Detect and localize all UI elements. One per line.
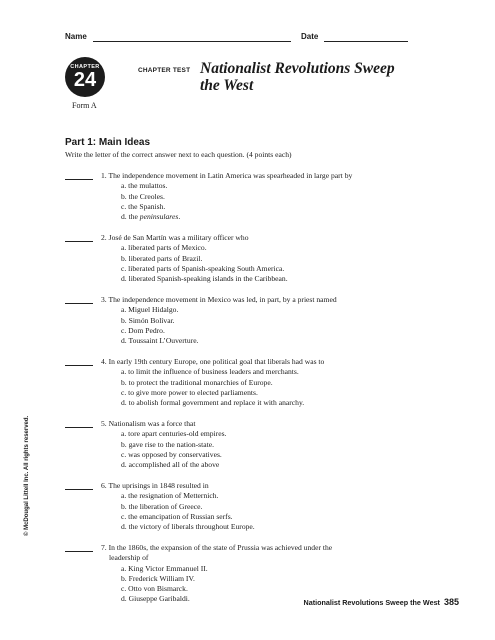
question-number: 4. — [101, 356, 107, 366]
answer-option: a. the resignation of Metternich. — [121, 491, 219, 501]
answer-option: b. the Creoles. — [121, 191, 165, 201]
question-text: Nationalism was a force that — [108, 418, 196, 428]
name-label: Name — [65, 32, 87, 41]
question-item — [65, 543, 445, 605]
page-number: 385 — [443, 597, 459, 607]
answer-option: d. the peninsulares. — [121, 212, 181, 222]
answer-option: d. Toussaint L’Ouverture. — [121, 336, 199, 346]
answer-option: a. tore apart centuries-old empires. — [121, 429, 227, 439]
question-number: 1. — [101, 171, 107, 180]
question-stem — [65, 171, 445, 181]
chapter-test-label: CHAPTER TEST — [138, 67, 191, 74]
question-text-continued: leadership of — [109, 553, 149, 563]
page-title: Nationalist Revolutions Sweep the West — [200, 60, 395, 94]
answer-option: b. Frederick William IV. — [121, 573, 195, 583]
question-item — [65, 357, 445, 408]
question-text: The uprisings in 1848 resulted in — [108, 480, 209, 490]
date-label: Date — [301, 32, 319, 41]
question-item — [65, 295, 445, 346]
part-heading: Part 1: Main Ideas — [65, 137, 151, 148]
answer-option: d. the victory of liberals throughout Europe. — [121, 522, 255, 532]
answer-option: d. liberated Spanish-speaking islands in the Caribbean. — [121, 274, 288, 284]
answer-option: a. the mulattos. — [121, 181, 168, 191]
answer-option: d. accomplished all of the above — [121, 460, 220, 470]
answer-option: b. liberated parts of Brazil. — [121, 253, 203, 263]
question-number: 7. — [101, 542, 107, 552]
question-number: 5. — [101, 418, 107, 428]
footer-title: Nationalist Revolutions Sweep the West — [303, 598, 440, 607]
question-list — [65, 171, 445, 615]
question-text: In the 1860s, the expansion of the state of Prussia was achieved under the — [108, 542, 333, 552]
question-stem — [65, 419, 445, 429]
answer-blank[interactable] — [65, 303, 93, 304]
side-copyright: © McDougal Littell Inc. All rights reserved. — [24, 415, 30, 536]
answer-option: c. the Spanish. — [121, 201, 166, 211]
question-stem — [65, 543, 445, 553]
question-text: The independence movement in Mexico was led, in part, by a priest named — [108, 294, 337, 304]
answer-option: b. Simón Bolívar. — [121, 315, 175, 325]
chapter-badge — [65, 57, 105, 97]
page-footer — [304, 597, 460, 607]
answer-blank[interactable] — [65, 179, 93, 180]
question-number: 2. — [101, 232, 107, 242]
instructions: Write the letter of the correct answer next to each question. (4 points each) — [65, 150, 292, 159]
question-number: 3. — [101, 294, 107, 304]
answer-option: c. was opposed by conservatives. — [121, 449, 222, 459]
badge-chapter-number: 24 — [73, 69, 97, 91]
answer-option: a. Miguel Hidalgo. — [121, 305, 179, 315]
question-item — [65, 233, 445, 284]
question-item — [65, 171, 445, 222]
answer-blank[interactable] — [65, 241, 93, 242]
answer-option: d. Giuseppe Garibaldi. — [121, 594, 190, 604]
answer-option: a. to limit the influence of business leaders and merchants. — [121, 367, 299, 377]
answer-blank[interactable] — [65, 365, 93, 366]
answer-option: c. Otto von Bismarck. — [121, 584, 188, 594]
question-stem — [65, 233, 445, 243]
answer-option: b. gave rise to the nation-state. — [121, 439, 214, 449]
name-field-line[interactable] — [93, 41, 291, 42]
badge-chapter-label: CHAPTER — [70, 64, 100, 70]
question-text: José de San Martín was a military officer who — [108, 232, 249, 242]
form-label: Form A — [72, 101, 97, 110]
question-stem — [65, 357, 445, 367]
question-number: 6. — [101, 480, 107, 490]
question-stem — [65, 295, 445, 305]
answer-blank[interactable] — [65, 427, 93, 428]
question-stem — [65, 481, 445, 491]
question-item — [65, 481, 445, 532]
answer-option: c. Dom Pedro. — [121, 325, 165, 335]
date-field-line[interactable] — [324, 41, 408, 42]
answer-option: c. the emancipation of Russian serfs. — [121, 511, 233, 521]
question-text: In early 19th century Europe, one political goal that liberals had was to — [108, 356, 325, 366]
question-item — [65, 419, 445, 470]
answer-blank[interactable] — [65, 551, 93, 552]
answer-option: b. the liberation of Greece. — [121, 501, 203, 511]
answer-option: a. liberated parts of Mexico. — [121, 243, 207, 253]
answer-option: c. liberated parts of Spanish-speaking South America. — [121, 263, 285, 273]
answer-option: d. to abolish formal government and replace it with anarchy. — [121, 398, 305, 408]
answer-option: c. to give more power to elected parliaments. — [121, 387, 258, 397]
question-text: The independence movement in Latin America was spearheaded in large part by — [108, 171, 353, 180]
answer-option: b. to protect the traditional monarchies of Europe. — [121, 377, 273, 387]
answer-option: a. King Victor Emmanuel II. — [121, 563, 208, 573]
answer-blank[interactable] — [65, 489, 93, 490]
